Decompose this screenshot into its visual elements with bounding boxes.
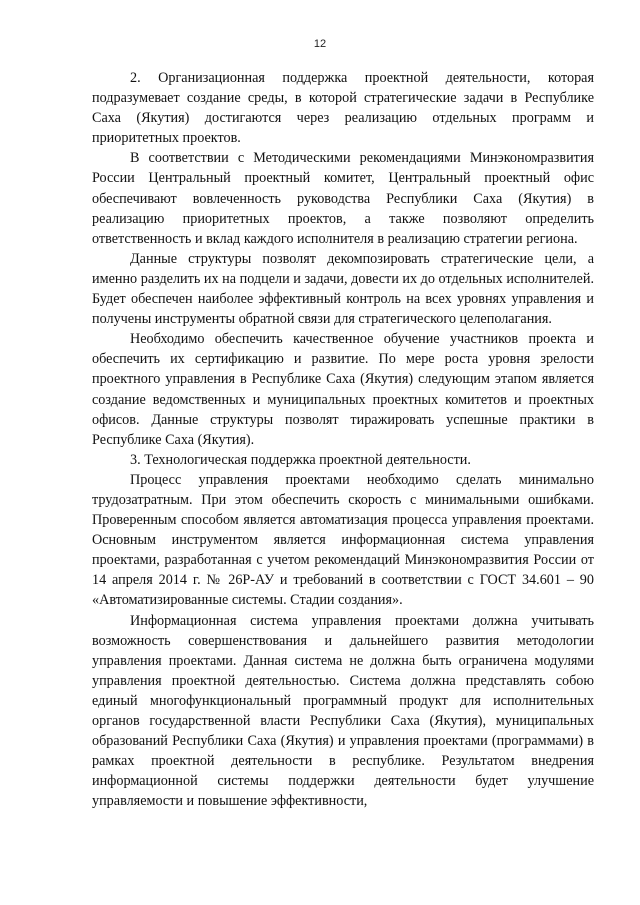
paragraph-methodological-recommendations: В соответствии с Методическими рекомендациями Минэкономразвития России Центральный проектный комитет, Центральный проектный офис обеспечивают вовлеченность руководства Республики Саха (Якутия) в реализацию приоритетных проектов, а также позволяют определить ответственность и вклад каждого исполнителя в реализацию стратегии региона. [92,150,594,247]
page-number: 12 [313,38,327,50]
document-body [92,68,594,811]
paragraph-goal-decomposition: Данные структуры позволят декомпозировать стратегические цели, а именно разделить их на подцели и задачи, довести их до отдельных исполнителей. Будет обеспечен наиболее эффективный контроль на всех уровнях управления и получены инструменты обратной связи для стратегического целеполагания. [92,250,594,328]
paragraph-organizational-support: 2. Организационная поддержка проектной деятельности, которая подразумевает создание среды, в которой стратегические задачи в Республике Саха (Якутия) достигаются через реализацию отдельных программ и приоритетных проектов. [92,70,594,147]
paragraph-information-system: Информационная система управления проектами должна учитывать возможность совершенствования и дальнейшего развития методологии управления проектами. Данная система не должна быть ограничена модулями управления проектной деятельностью. Система должна представлять собою единый многофункциональный программный продукт для исполнительных органов государственной власти Республики Саха (Якутия), муниципальных образований Республики Саха (Якутия) и управления проектами (программами) в рамках проектной деятельности в республике. Результатом внедрения информационной системы поддержки деятельности будет улучшение управляемости и повышение эффективности, [92,612,594,810]
paragraph-automation: Процесс управления проектами необходимо сделать минимально трудозатратным. При этом обеспечить скорость с минимальными ошибками. Проверенным способом является автоматизация процесса управления проектами. Основным инструментом является информационная система управления проектами, разработанная с учетом рекомендаций Минэкономразвития России от 14 апреля 2014 г. № 26Р-АУ и требований в соответствии с ГОСТ 34.601 – 90 «Автоматизированные системы. Стадии создания». [92,471,594,609]
paragraph-technological-support-heading: 3. Технологическая поддержка проектной деятельности. [130,451,471,468]
paragraph-training-certification: Необходимо обеспечить качественное обучение участников проекта и обеспечить их сертификацию и развитие. По мере роста уровня зрелости проектного управления в Республике Саха (Якутия) следующим этапом является создание ведомственных и муниципальных проектных комитетов и проектных офисов. Данные структуры позволят тиражировать успешные практики в Республике Саха (Якутия). [92,331,594,448]
